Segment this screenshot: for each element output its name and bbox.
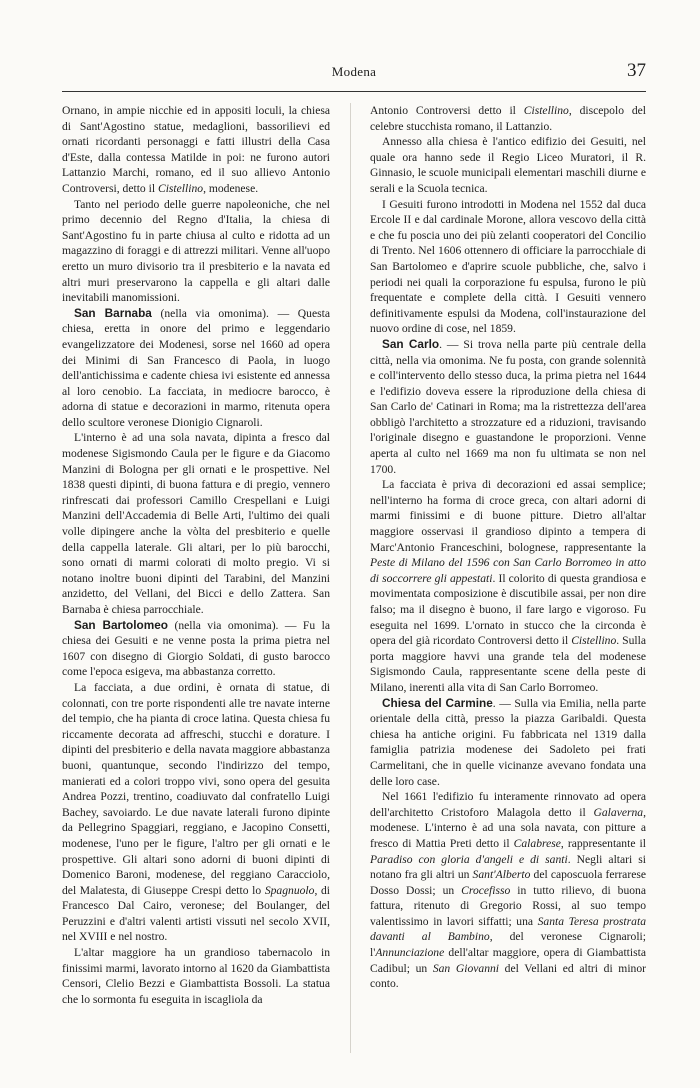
text-run: . Sulla porta maggiore havvi una grande tela del modenese Sigismondo Caula, rappresentante scene della peste di Milano, inerenti alla vita di San Carlo Borromeo. [370,634,646,694]
text-run: . Il colorito di questa grandiosa e movimentata composizione è discutibile assai, per non dire falso; ma il disegno è buono, il fare largo e vigoroso. Fu eseguita nel 1699. L'ornato in stucco che la circonda è opera del già ricordato Controversi detto il [370,571,646,648]
paragraph [370,477,646,695]
paragraph: L'interno è ad una sola navata, dipinta a fresco dal modenese Sigismondo Caula per le figure e da Giacomo Manzini di Bologna per gli ornati e le prospettive. Nel 1838 questi dipinti, di buona fattura e di pregio, vennero rinfrescati dai professori Camillo Crespellani e Luigi Manzini dell'Accademia di Belle Arti, l'ultimo dei quali volle dipingere anche la vòlta del presbiterio e quelle della cappella laterale. Gli altari, per lo più barocchi, sono ornati di marmi colorati di molto pregio. Vi si notano inoltre buoni dipinti del Tarabini, del Manzini anzidetto, del Vellani, del Bicci e dello Zattera. San Barnaba è chiesa parrocchiale. [62,431,330,616]
italic-run: Cistellino [157,181,204,195]
text-run: (nella via omonima). — Questa chiesa, eretta in onore del primo e leggendario evangelizzatore dei Modenesi, sorse nel 1660 ad opera dei Minimi di San Francesco di Paola, in luogo dell'antichissima e cadente chiesa ivi esistente ed annessa al loro cenobio. La facciata, in mediocre barocco, è adorna di statue e decorazioni in marmo, ritenuta opera dello scultore veronese Dionigio Cignaroli. [62,306,331,429]
text-run: Ornano, in ampie nicchie ed in appositi loculi, la chiesa di Sant'Agostino statue, medaglioni, bassorilievi ed ornati ricordanti personaggi e fatti illustri della Casa d'Este, dalla contessa Matilde in poi: ne furono autori Lattanzio Marchi, romano, ed il suo allievo Antonio Controversi, detto il [62,104,330,195]
paragraph [62,103,330,197]
paragraph: I Gesuiti furono introdotti in Modena nel 1552 dal duca Ercole II e dal cardinale Morone, allora vescovo della città e che fu poscia uno dei più zelanti cooperatori del Concilio di Trento. Nel 1606 ottennero di officiare la parrocchiale di San Bartolomeo e d'aprire scuole pubbliche, che, salvo i periodi nei quali la corporazione fu espulsa, furono le più frequentate e complete della città. I Gesuiti vennero definitivamente espulsi da Modena, coll'instaurazione del nuovo ordine di cose, nel 1859. [370,197,646,336]
text-run: . Negli altari si notano fra gli altri un [370,852,646,882]
paragraph [370,789,646,992]
header-rule [62,91,646,92]
text-run: del Vellani ed altri di minor conto. [370,961,647,991]
text-run: Nel 1661 l'edifizio fu interamente rinnovato ad opera dell'architetto Cristoforo Malagola detto il [370,790,646,819]
text-run: . — Sulla via Emilia, nella parte orientale della città, presso la piazza Garibaldi. Questa chiesa ha antiche origini. Fu fabbricata nel 1319 dalla famiglia patrizia modenese dei Sadoleto pei frati Carmelitani, che in quelle vicinanze avevano fondata una delle loro case. [370,696,647,788]
italic-run: Peste di Milano del 1596 con San Carlo Borromeo in atto di soccorrere gli appestati [370,556,646,585]
text-run: , discepolo del celebre stucchista romano, il Lattanzio. [370,104,647,133]
paragraph [370,696,646,790]
text-run: Antonio Controversi detto il [370,104,524,117]
column-divider [350,103,351,1053]
italic-run: Annunciazione [375,946,445,960]
paragraph [62,306,330,431]
paragraph: Tanto nel periodo delle guerre napoleoniche, che nel primo decennio del Regno d'Italia, la chiesa di Sant'Agostino fu in parte chiusa al culto e ridotta ad un magazzino di foraggi e di attrezzi militari. Venne all'uopo eretto un muro divisorio tra il presbiterio e la navata ed altri muri preservarono la cappella e gli altari dalle inevitabili manomissioni. [62,197,330,305]
page-number: 37 [627,60,646,81]
italic-run: Crocefisso [461,883,511,897]
text-run: , modenese. L'interno è ad una sola navata, con pitture a fresco di Mattia Preti detto il [370,805,646,850]
italic-run: Cistellino [571,634,617,648]
paragraph: Annesso alla chiesa è l'antico edifizio dei Gesuiti, nel quale ora hanno sede il Regio Liceo Muratori, il R. Ginnasio, le scuole municipali elementari maschili diurne e serali e la Scuola tecnica. [370,135,646,195]
text-run: dell'altar maggiore, opera di Giambattista Cadibul; un [370,946,646,975]
paragraph [62,680,330,945]
section-heading: San Bartolomeo [74,617,169,632]
italic-run: Paradiso con gloria d'angeli e di santi [370,852,568,866]
section-heading: Chiesa del Carmine [382,695,493,710]
text-run: , del veronese Cignaroli; l' [370,930,646,960]
running-head [62,62,646,84]
paragraph: L'altar maggiore ha un grandioso tabernacolo in finissimi marmi, lavorato intorno al 1620 da Giambattista Censori, Clelio Bezzi e Giambattista Bossoli. La statua che lo sormonta fu eseguita in iscagliola da [62,946,330,1006]
left-column [62,103,330,1007]
running-title: Modena [331,64,377,79]
text-run: La facciata è priva di decorazioni ed assai semplice; nell'interno ha forma di croce greca, con altari adorni di marmi finissimi e di buone pitture. Dietro all'altar maggiore osservasi il grandioso dipinto a tempera di Marc'Antonio Franceschini, bolognese, rappresentante la [370,478,646,554]
text-run: in tutto rilievo, di buona fattura, ritenuto di Gregorio Rossi, al suo tempo valentissimo in lavori siffatti; una [370,883,646,928]
italic-run: Calabrese [513,836,561,850]
paragraph [370,103,646,134]
text-run: (nella via omonima). — Fu la chiesa dei Gesuiti e ne venne posta la prima pietra nel 1607 con disegno di Giorgio Soldati, di gusto barocco come l'epoca esigeva, ma abbastanza corretto. [62,618,330,679]
text-run: , di Francesco Dal Cairo, veronese; del Boulanger, del Peruzzini e d'altri valenti artisti vissuti nel secolo XVII, nel XVIII e nel nostro. [62,883,330,944]
section-heading: San Barnaba [74,305,152,320]
text-run: del caposcuola ferrarese Dosso Dossi; un [370,868,646,897]
paragraph [370,337,646,477]
italic-run: Cistellino [523,104,569,117]
text-run: La facciata, a due ordini, è ornata di statue, di colonnati, con tre porte rispondenti alle tre navate interne del tempio, che ha pianta di croce latina. Questa chiesa fu riccamente decorata ad affreschi, stucchi e dorature. I dipinti del presbiterio e della navata maggiore abbastanza buoni, quantunque, secondo l'indirizzo del tempo, manierati ed a colori troppo vivi, sono opera del gesuita Andrea Pozzi, trentino, coadiuvato dal confratello Luigi Bachey, savoiardo. Le due navate laterali furono dipinte da Pellegrino Spaggiari, reggiano, e Jacopino Consetti, modenese, l'uno per le figure, l'altro per gli ornati e le prospettive. Gli altari sono adorni di buoni dipinti di Domenico Baroni, modenese, del reggiano Caracciolo, del Malatesta, di Giuseppe Crespi detto lo [62,680,330,897]
italic-run: Sant'Alberto [472,868,531,882]
text-run: , modenese. [203,181,259,195]
italic-run: Spagnuolo [264,883,315,897]
paragraph [62,618,330,680]
text-run: . — Si trova nella parte più centrale della città, nella via omonima. Ne fu posta, con grande solennità e coll'intervento dello stesso duca, la prima pietra nel 1644 e l'edifizio doveva essere la riproduzione della chiesa di San Carlo de' Catinari in Roma; ma la ristrettezza dell'area obbligò l'architetto a strozzature ed a riduzioni, travisando l'originale disegno e guastandone le proporzioni. Venne aperta al culto nel 1669 ma non fu ultimata se non nel 1700. [370,337,646,476]
section-heading: San Carlo [382,336,440,351]
italic-run: Santa Teresa prostrata davanti al Bambino [370,914,646,944]
italic-run: San Giovanni [432,961,500,975]
text-run: , rappresentante il [560,836,646,850]
right-column [370,103,646,992]
italic-run: Galaverna [593,805,644,819]
